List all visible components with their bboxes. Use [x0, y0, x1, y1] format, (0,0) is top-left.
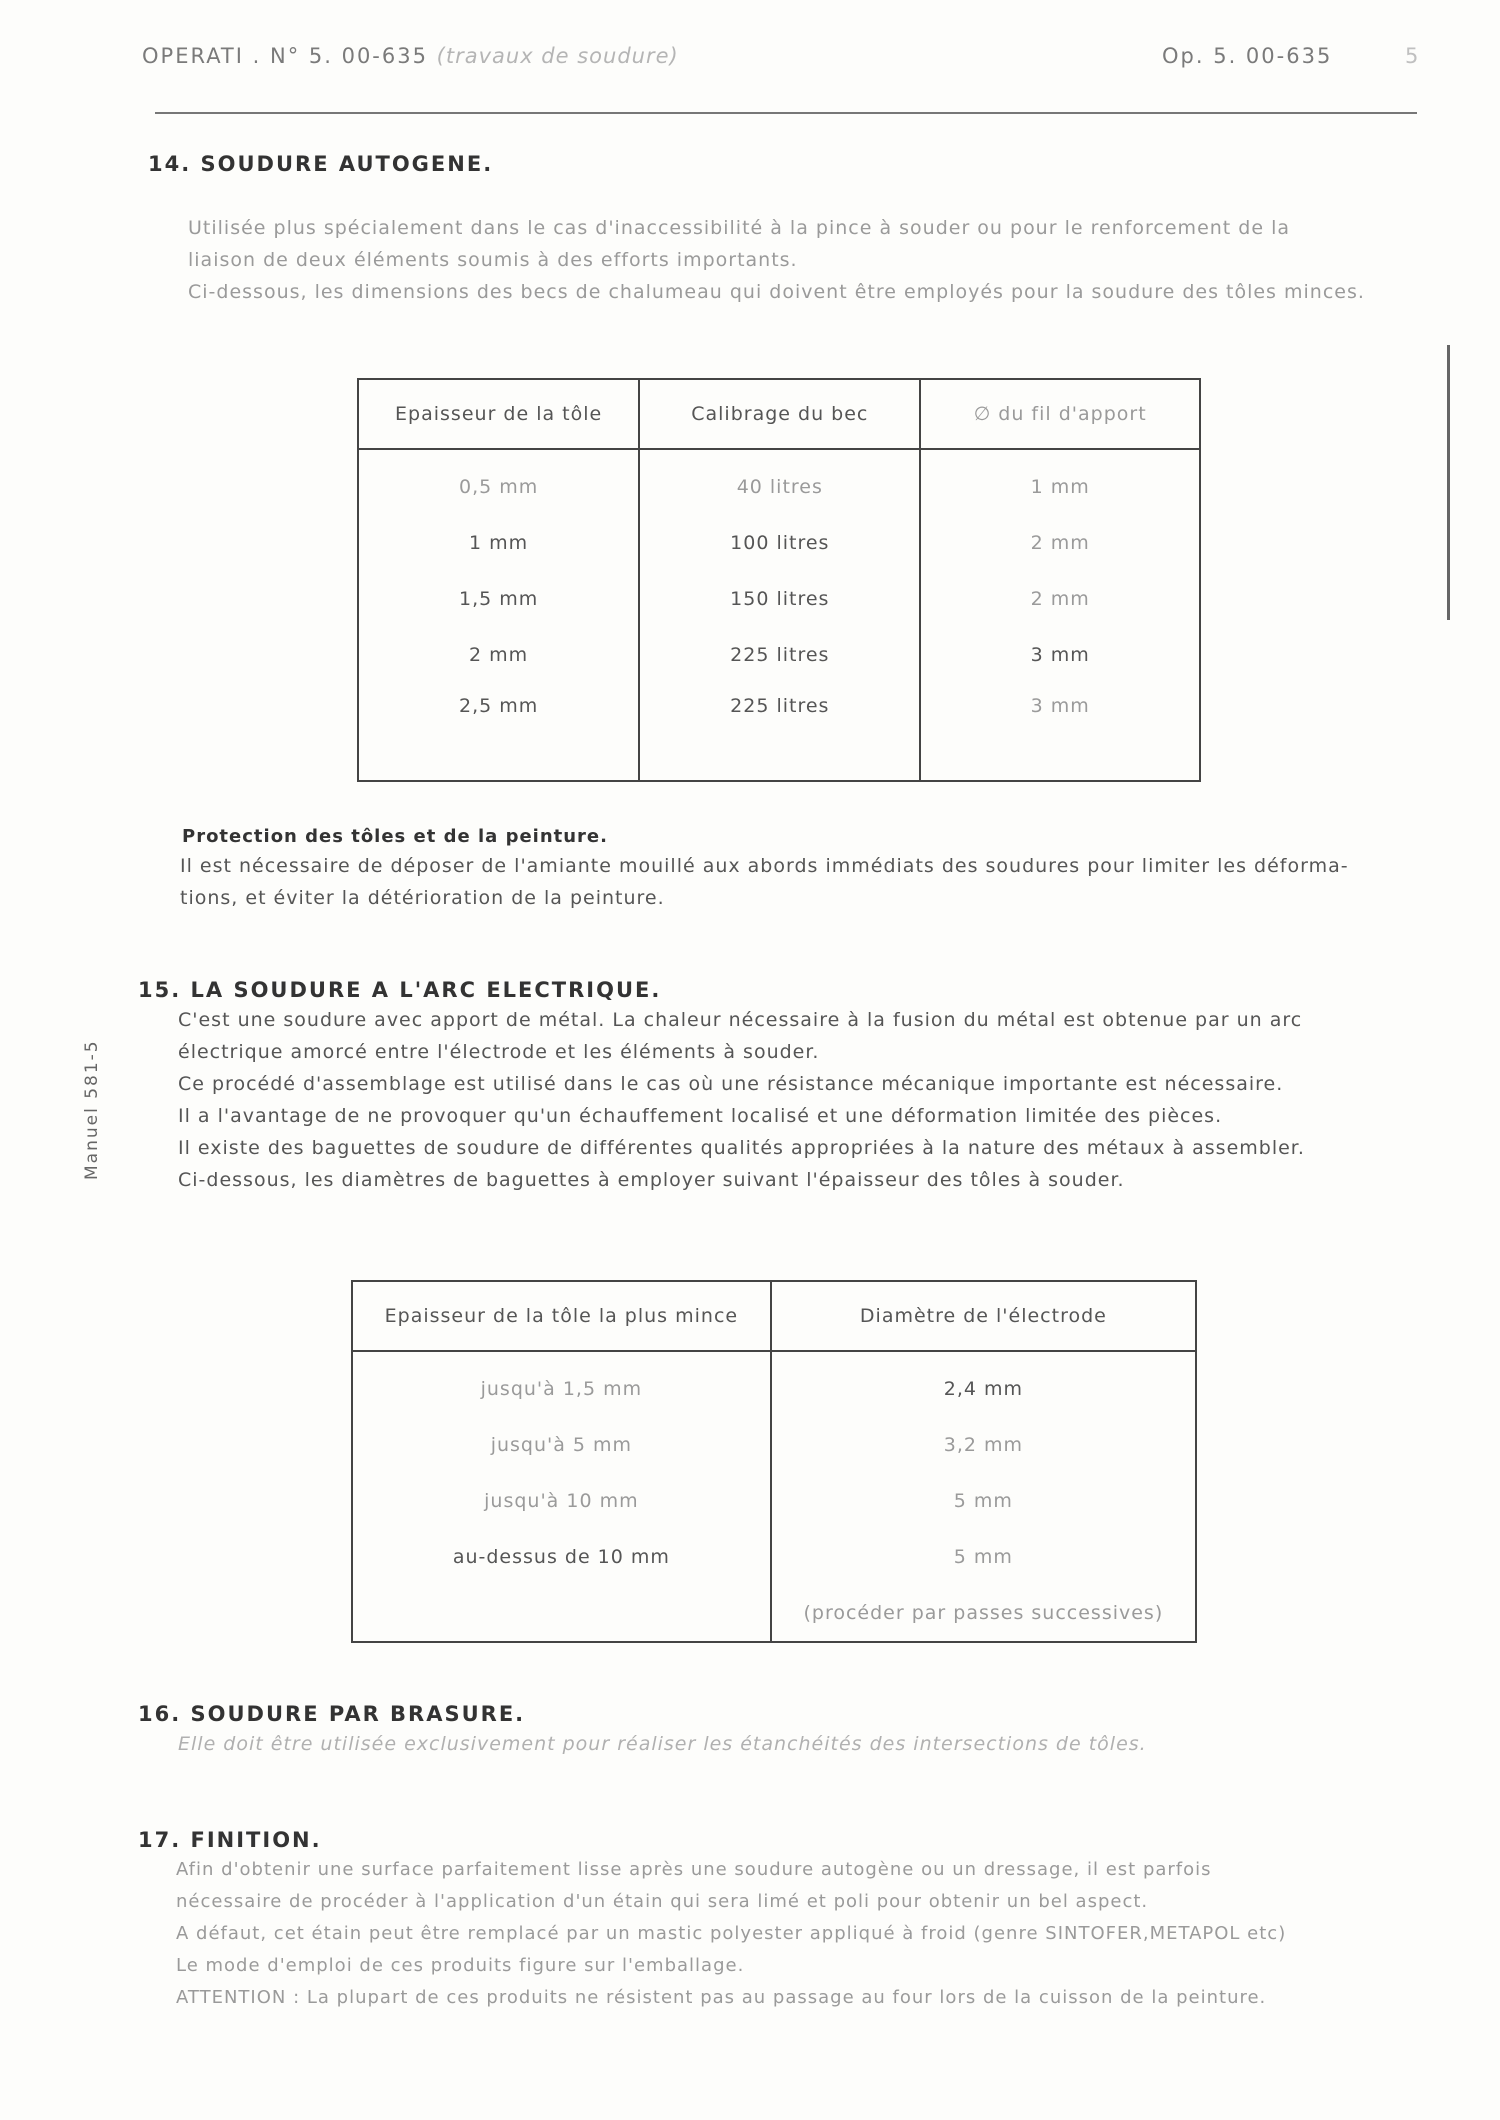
side-label: Manuel 581-5: [82, 1039, 102, 1180]
table-row: [358, 571, 1200, 627]
table-cell: 225 litres: [639, 683, 920, 781]
text-line: Le mode d'emploi de ces produits figure sur l'emballage.: [176, 1955, 745, 1976]
table-cell: [352, 1585, 771, 1642]
section-17-title: 17. FINITION.: [138, 1828, 322, 1852]
protection-text: [180, 850, 1349, 914]
text-line: nécessaire de procéder à l'application d'un étain qui sera limé et poli pour obtenir un bel aspect.: [176, 1891, 1149, 1912]
table-row: [352, 1529, 1196, 1585]
section-15-title: 15. LA SOUDURE A L'ARC ELECTRIQUE.: [138, 978, 662, 1002]
table-header: Calibrage du bec: [639, 379, 920, 449]
table-cell: jusqu'à 5 mm: [352, 1417, 771, 1473]
table-row: [358, 449, 1200, 515]
table-cell: 1 mm: [920, 449, 1200, 515]
text-line: Ci-dessous, les dimensions des becs de chalumeau qui doivent être employés pour la soudure des tôles minces.: [188, 281, 1365, 303]
text-line: A défaut, cet étain peut être remplacé par un mastic polyester appliqué à froid (genre SINTOFER,METAPOL etc): [176, 1923, 1287, 1944]
text-line: Il est nécessaire de déposer de l'amiante mouillé aux abords immédiats des soudures pour limiter les déforma-: [180, 855, 1349, 877]
table-cell: 40 litres: [639, 449, 920, 515]
margin-bar: [1447, 345, 1450, 620]
table-row: [352, 1417, 1196, 1473]
table-cell: 225 litres: [639, 627, 920, 683]
table-row: [358, 515, 1200, 571]
table-cell: 2 mm: [920, 571, 1200, 627]
text-line: Utilisée plus spécialement dans le cas d'inaccessibilité à la pince à souder ou pour le renforcement de la: [188, 217, 1290, 239]
section-14-text: [188, 212, 1365, 308]
table-row: [352, 1473, 1196, 1529]
text-line: Il a l'avantage de ne provoquer qu'un échauffement localisé et une déformation limitée des pièces.: [178, 1105, 1223, 1127]
section-14-title: 14. SOUDURE AUTOGENE.: [148, 152, 494, 176]
table-header-row: [358, 379, 1200, 449]
table-cell: 2,5 mm: [358, 683, 639, 781]
table-cell: 1,5 mm: [358, 571, 639, 627]
section-15-text: [178, 1004, 1305, 1196]
header-rule: [155, 112, 1417, 114]
table-cell: au-dessus de 10 mm: [352, 1529, 771, 1585]
table-header: Epaisseur de la tôle: [358, 379, 639, 449]
table-row: [358, 683, 1200, 781]
header-right: Op. 5. 00-635: [1162, 44, 1333, 68]
table-cell: 5 mm: [771, 1473, 1196, 1529]
header-subtitle: (travaux de soudure): [436, 44, 679, 68]
torch-table: [357, 378, 1201, 782]
text-line: Afin d'obtenir une surface parfaitement lisse après une soudure autogène ou un dressage, il est parfois: [176, 1859, 1212, 1880]
text-line: liaison de deux éléments soumis à des efforts importants.: [188, 249, 798, 271]
table-row: [358, 627, 1200, 683]
text-line: électrique amorcé entre l'électrode et les éléments à souder.: [178, 1041, 820, 1063]
header-left: [142, 44, 679, 68]
table-header-row: [352, 1281, 1196, 1351]
table-cell: 5 mm: [771, 1529, 1196, 1585]
table-cell: 0,5 mm: [358, 449, 639, 515]
text-line: Elle doit être utilisée exclusivement pour réaliser les étanchéités des intersections de tôles.: [178, 1733, 1147, 1755]
electrode-table: [351, 1280, 1197, 1643]
protection-title: Protection des tôles et de la peinture.: [182, 826, 608, 847]
table-cell: 150 litres: [639, 571, 920, 627]
table-cell: jusqu'à 10 mm: [352, 1473, 771, 1529]
table-header: Diamètre de l'électrode: [771, 1281, 1196, 1351]
table-cell: 3 mm: [920, 627, 1200, 683]
table-cell: 2 mm: [920, 515, 1200, 571]
text-line: tions, et éviter la détérioration de la peinture.: [180, 887, 665, 909]
table-header: ∅ du fil d'apport: [920, 379, 1200, 449]
page-number: 5: [1405, 44, 1421, 68]
text-line: Ce procédé d'assemblage est utilisé dans le cas où une résistance mécanique importante est nécessaire.: [178, 1073, 1284, 1095]
table-cell: 2 mm: [358, 627, 639, 683]
section-17-text: [176, 1854, 1286, 2014]
section-16-title: 16. SOUDURE PAR BRASURE.: [138, 1702, 526, 1726]
text-line: C'est une soudure avec apport de métal. La chaleur nécessaire à la fusion du métal est obtenue par un arc: [178, 1009, 1303, 1031]
table-header: Epaisseur de la tôle la plus mince: [352, 1281, 771, 1351]
table-cell: 3,2 mm: [771, 1417, 1196, 1473]
text-line: Ci-dessous, les diamètres de baguettes à employer suivant l'épaisseur des tôles à souder.: [178, 1169, 1125, 1191]
table-note: (procéder par passes successives): [771, 1585, 1196, 1642]
text-line: ATTENTION : La plupart de ces produits ne résistent pas au passage au four lors de la cuisson de la peinture.: [176, 1987, 1267, 2008]
header-operation: OPERATI . N° 5. 00-635: [142, 44, 428, 68]
table-cell: jusqu'à 1,5 mm: [352, 1351, 771, 1417]
section-16-text: [178, 1728, 1147, 1760]
table-cell: 1 mm: [358, 515, 639, 571]
table-cell: 3 mm: [920, 683, 1200, 781]
table-row: [352, 1585, 1196, 1642]
table-cell: 100 litres: [639, 515, 920, 571]
table-cell: 2,4 mm: [771, 1351, 1196, 1417]
text-line: Il existe des baguettes de soudure de différentes qualités appropriées à la nature des métaux à assembler.: [178, 1137, 1305, 1159]
table-row: [352, 1351, 1196, 1417]
